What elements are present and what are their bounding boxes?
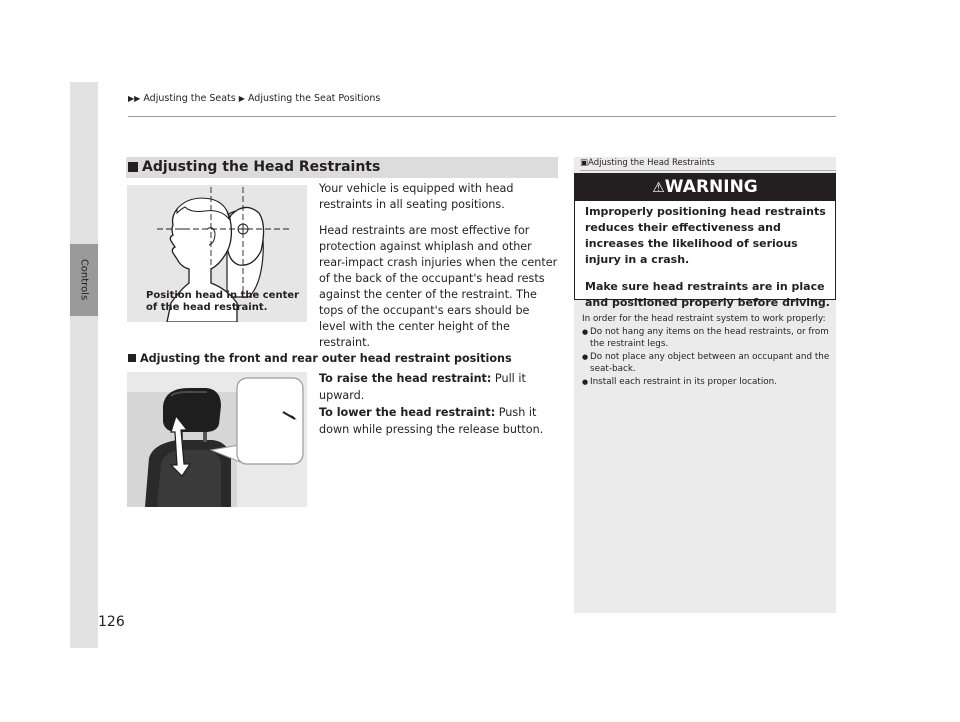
breadcrumb <box>128 93 380 104</box>
intro-text <box>319 181 559 361</box>
raise-label: To raise the head restraint: <box>319 372 492 385</box>
header-rule <box>128 116 836 117</box>
seat-icon <box>127 372 307 507</box>
seat-adjust-illustration <box>127 372 307 507</box>
lower-text: Push it down while pressing the release button. <box>319 406 544 436</box>
section-square-icon <box>128 162 138 172</box>
page-number: 126 <box>98 614 125 630</box>
breadcrumb-parent[interactable]: Adjusting the Seats <box>143 93 236 104</box>
raise-text: Pull it upward. <box>319 372 526 402</box>
list-item: ● Install each restraint in its proper location. <box>582 376 830 389</box>
side-note-rule <box>580 170 836 171</box>
subsection-title: Adjusting the front and rear outer head restraint positions <box>128 352 512 365</box>
note-bullet-list <box>582 326 830 389</box>
breadcrumb-arrow-icon: ▶▶ <box>128 94 141 103</box>
warning-text: Improperly positioning head restraints reduces their effectiveness and increases the likelihood of serious injury in a crash. Make sure head restraints are in place and positioned properly before driving. <box>585 205 830 309</box>
side-note-body <box>582 313 830 388</box>
breadcrumb-arrow-icon: ▶ <box>238 94 245 103</box>
note-intro: In order for the head restraint system to work properly: <box>582 314 826 324</box>
lower-label: To lower the head restraint: <box>319 406 496 419</box>
note-marker-icon: ▣ <box>580 158 589 168</box>
section-title: Adjusting the Head Restraints <box>126 157 558 178</box>
subsection-square-icon <box>128 354 136 362</box>
warning-banner: ⚠WARNING <box>575 174 835 201</box>
intro-paragraph-2: Head restraints are most effective for protection against whiplash and other rear-impact crash injuries when the center of the back of the occupant's head rests against the center of the restraint. The tops of the occupant's ears should be level with the center height of the restraint. <box>319 224 558 349</box>
adjust-instructions <box>319 370 559 438</box>
intro-paragraph-1: Your vehicle is equipped with head restraints in all seating positions. <box>319 182 514 211</box>
breadcrumb-current[interactable]: Adjusting the Seat Positions <box>247 93 381 104</box>
side-tab <box>70 82 98 648</box>
side-note-title: ▣Adjusting the Head Restraints <box>580 158 715 168</box>
list-item: ● Do not hang any items on the head restraints, or from the restraint legs. <box>582 326 830 351</box>
figure-caption: Position head in the center of the head restraint. <box>146 290 300 313</box>
list-item: ● Do not place any object between an occupant and the seat-back. <box>582 351 830 376</box>
warning-triangle-icon: ⚠ <box>652 180 665 196</box>
